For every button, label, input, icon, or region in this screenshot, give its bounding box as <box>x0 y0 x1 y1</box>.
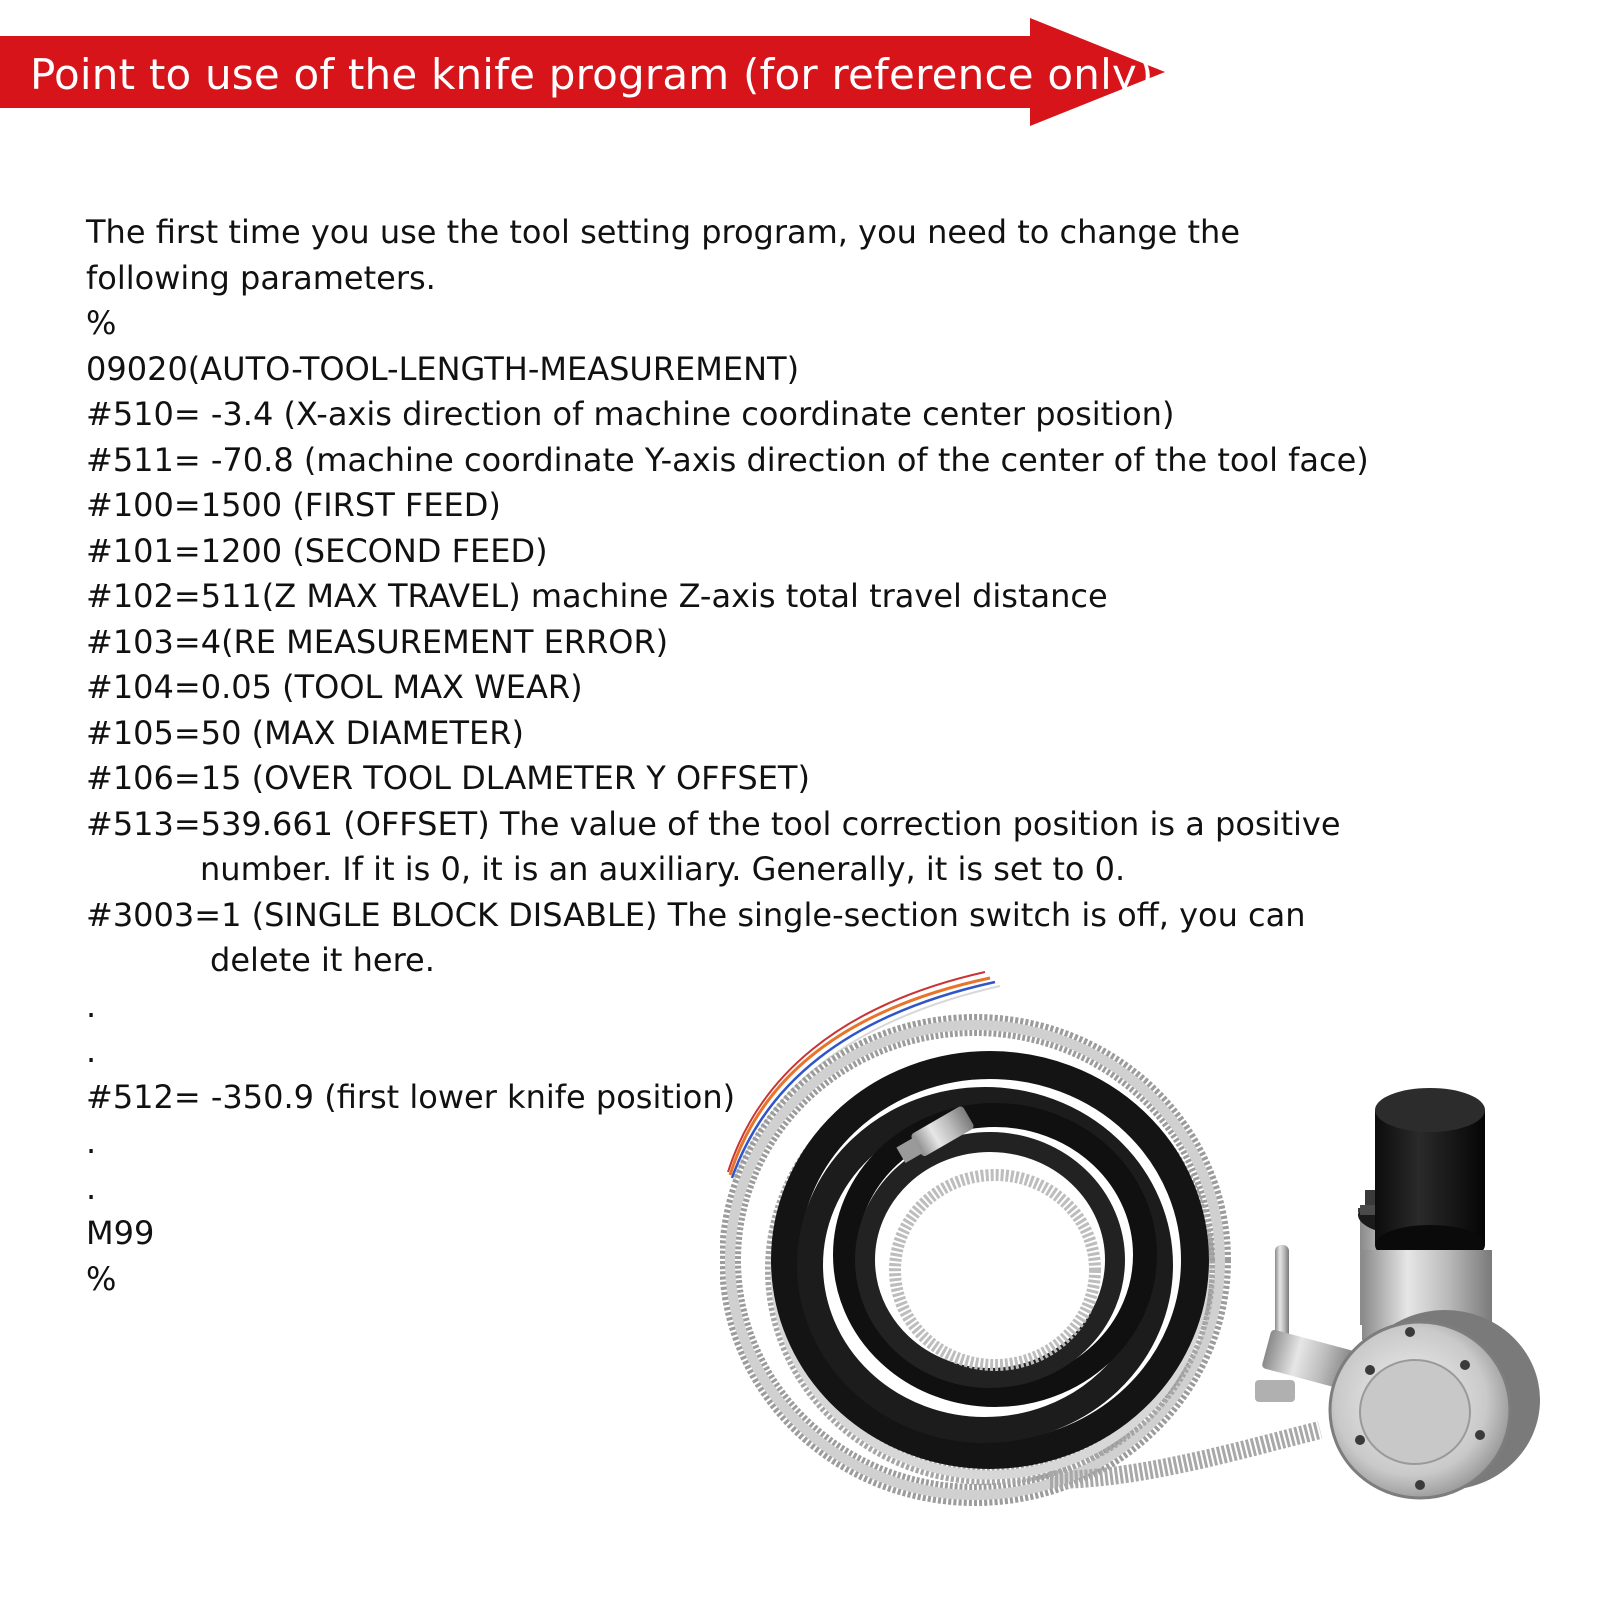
header-banner <box>0 18 1200 128</box>
banner-title: Point to use of the knife program (for reference only) <box>30 50 1154 99</box>
tool-setter-illustration <box>720 960 1580 1560</box>
param-line: #100=1500 (FIRST FEED) <box>86 486 501 524</box>
param-line: #104=0.05 (TOOL MAX WEAR) <box>86 668 583 706</box>
ellipsis-dot: . <box>86 1032 97 1070</box>
param-line: #101=1200 (SECOND FEED) <box>86 531 548 570</box>
param-line: #105=50 (MAX DIAMETER) <box>86 713 524 752</box>
param-line: #102=511(Z MAX TRAVEL) machine Z-axis total travel distance <box>86 577 1108 615</box>
param-line: #510= -3.4 (X-axis direction of machine coordinate center position) <box>86 395 1175 433</box>
offset-continuation: number. If it is 0, it is an auxiliary. Generally, it is set to 0. <box>200 850 1126 888</box>
end-marker: % <box>86 1259 117 1298</box>
intro-line-2: following parameters. <box>86 258 436 297</box>
single-block-continuation: delete it here. <box>210 941 435 979</box>
ellipsis-dot: . <box>86 1168 97 1207</box>
program-name: 09020(AUTO-TOOL-LENGTH-MEASUREMENT) <box>86 349 800 388</box>
param-line: #103=4(RE MEASUREMENT ERROR) <box>86 622 669 661</box>
start-marker: % <box>86 304 117 342</box>
intro-line-1: The first time you use the tool setting program, you need to change the <box>86 213 1240 251</box>
single-block-line: #3003=1 (SINGLE BLOCK DISABLE) The single-section switch is off, you can <box>86 895 1306 934</box>
ellipsis-dot: . <box>86 986 97 1025</box>
end-code: M99 <box>86 1214 155 1252</box>
param-line: #106=15 (OVER TOOL DLAMETER Y OFFSET) <box>86 759 810 797</box>
param-line: #511= -70.8 (machine coordinate Y-axis direction of the center of the tool face) <box>86 440 1369 479</box>
offset-line: #513=539.661 (OFFSET) The value of the tool correction position is a positive <box>86 804 1341 843</box>
knife-position-line: #512= -350.9 (first lower knife position) <box>86 1077 736 1116</box>
tool-setter-product-image <box>720 960 1580 1560</box>
ellipsis-dot: . <box>86 1123 97 1161</box>
